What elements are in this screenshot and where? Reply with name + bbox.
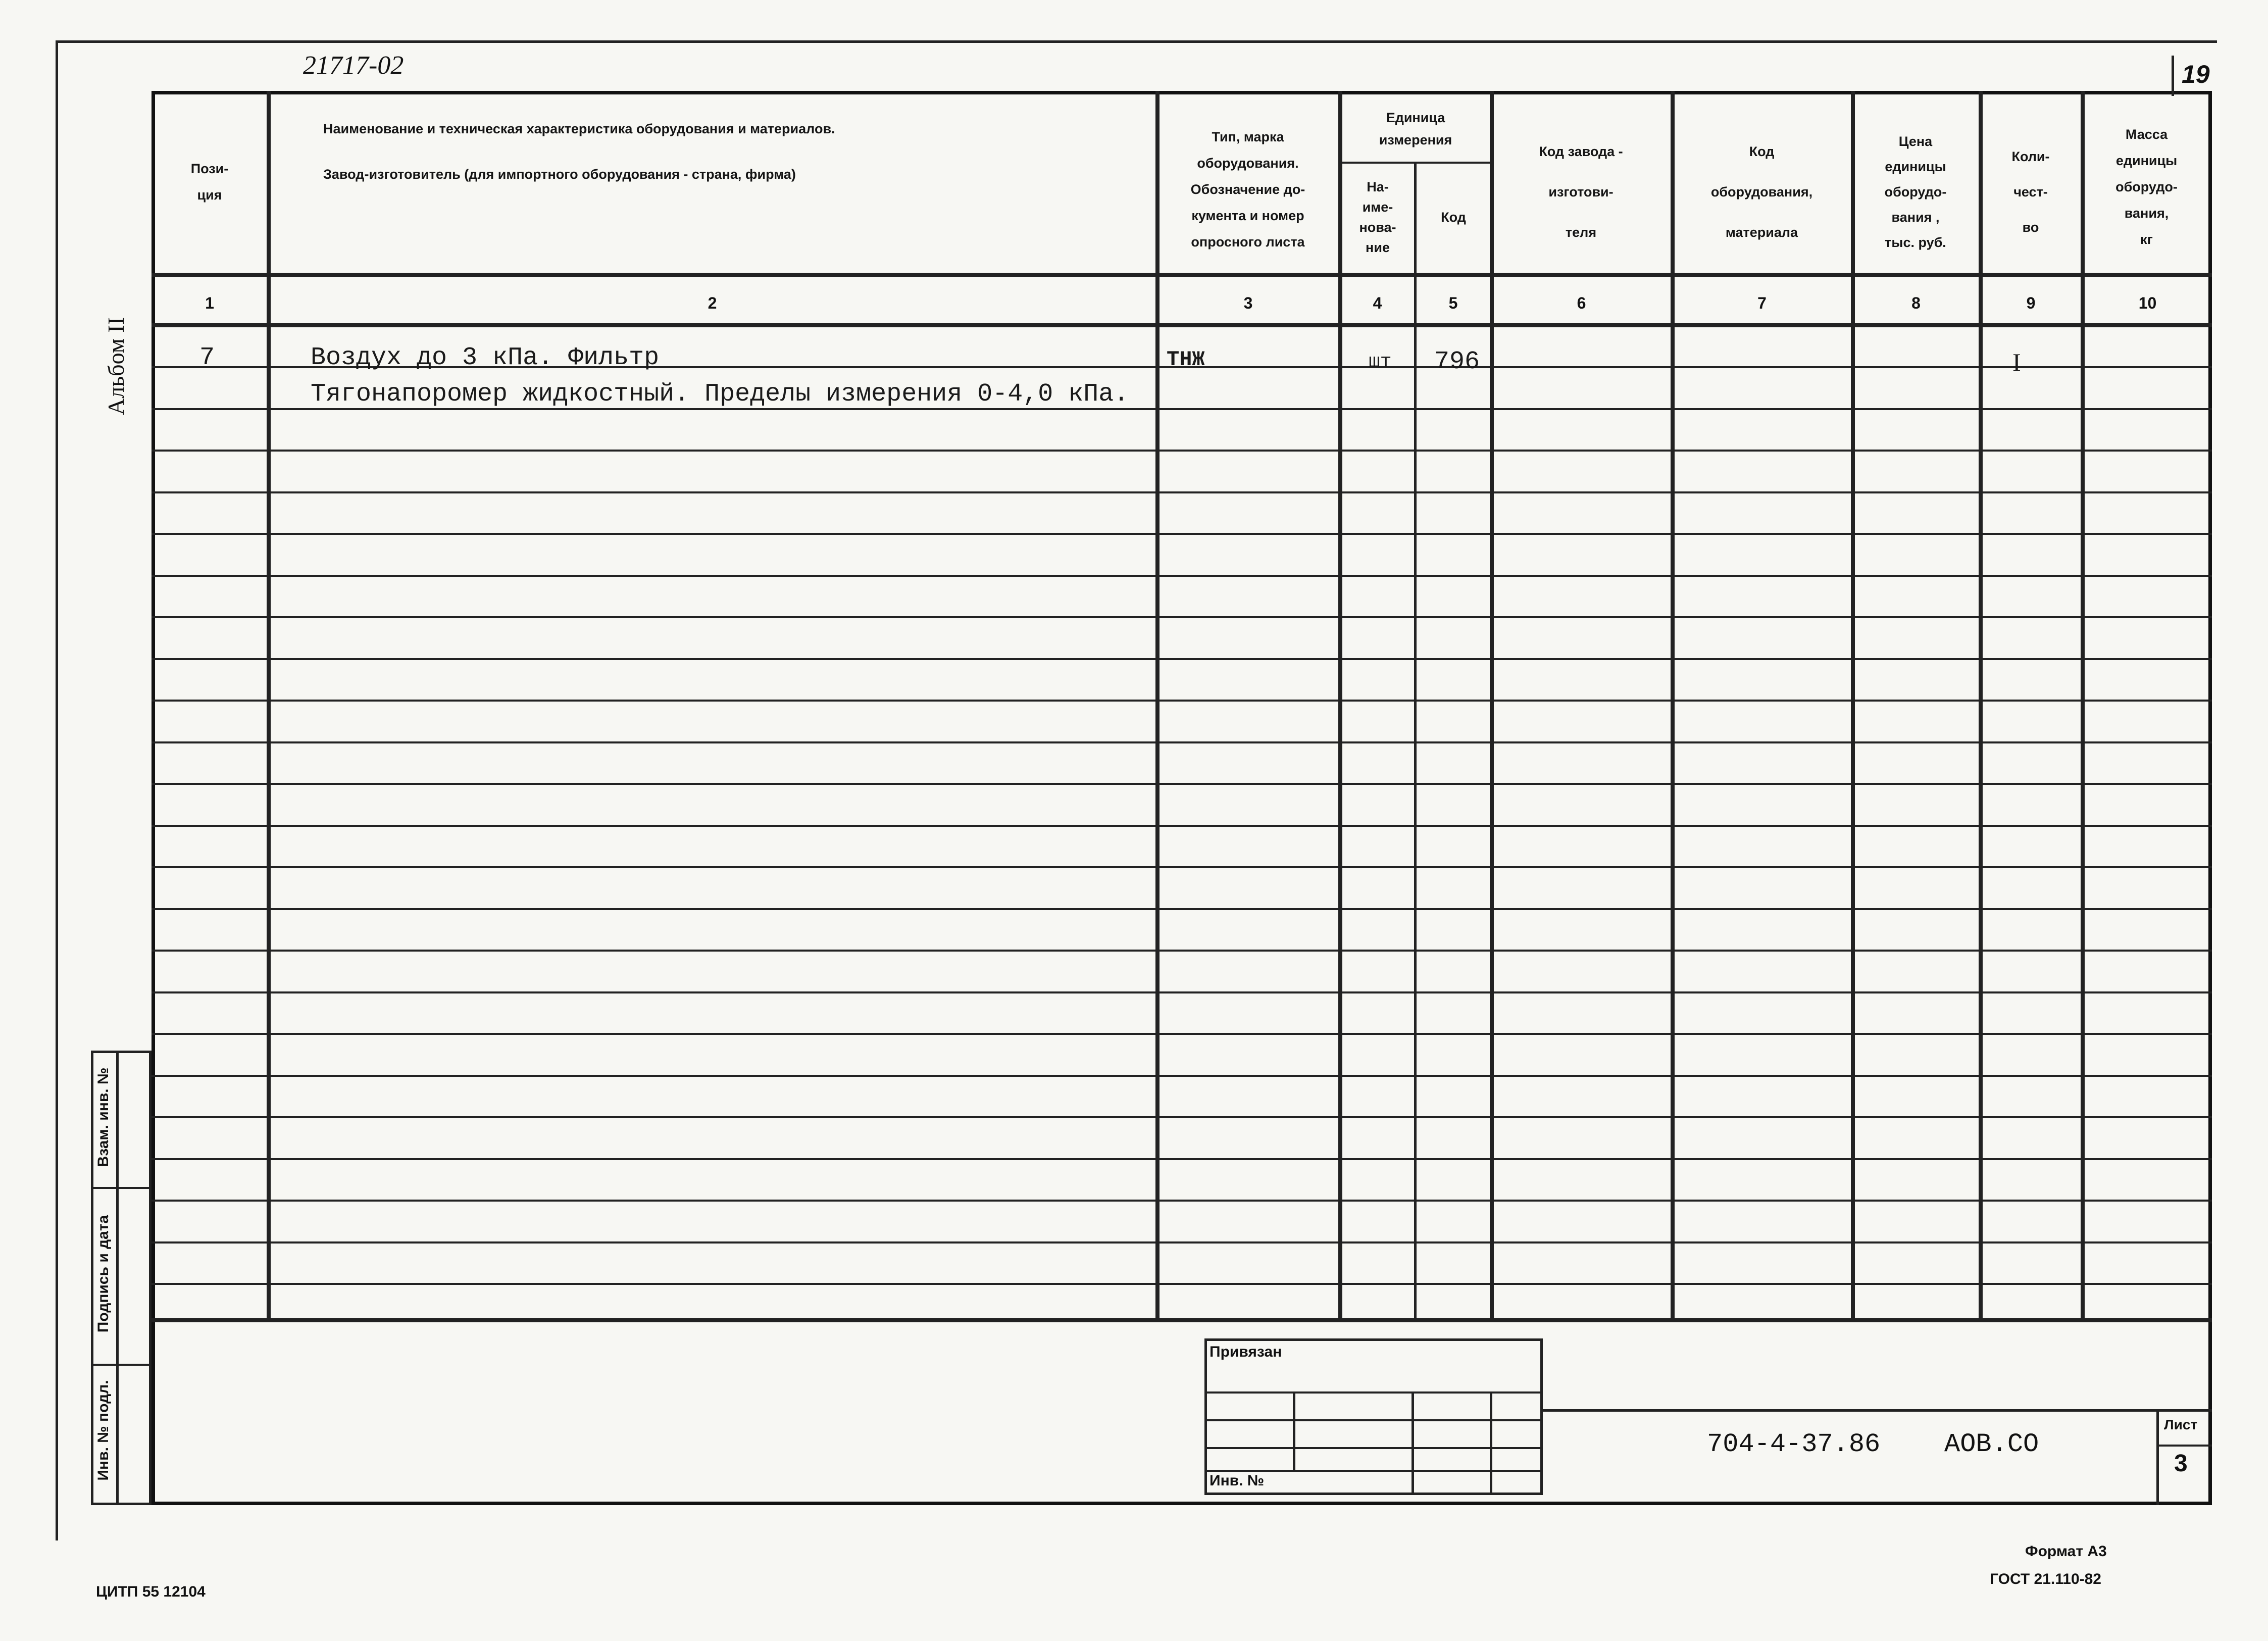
header-qty: Коли- чест- во	[2011, 149, 2050, 235]
attached-vline-2	[1412, 1391, 1414, 1495]
header-type: Тип, марка оборудования. Обозначение до- кумента и номер опросного листа	[1190, 129, 1305, 250]
colnum-7: 7	[1757, 294, 1767, 312]
attached-label: Привязан	[1209, 1344, 1282, 1360]
table-row-line	[152, 575, 2212, 577]
row-type: ТНЖ	[1167, 347, 1205, 372]
table-row-line	[152, 491, 2212, 493]
table-row-line	[152, 783, 2212, 785]
col-line-6	[1671, 91, 1675, 1318]
table-row-line	[152, 700, 2212, 702]
colnum-3: 3	[1243, 294, 1253, 312]
designation: 704-4-37.86	[1707, 1429, 1881, 1459]
table-row-line	[152, 616, 2212, 618]
table-row-line	[152, 1116, 2212, 1118]
row-name-line1: Воздух до 3 кПа. Фильтр	[311, 343, 660, 372]
code: АОВ.СО	[1944, 1429, 2039, 1459]
inv-label: Инв. №	[1209, 1472, 1265, 1489]
table-row-line	[152, 741, 2212, 743]
sheet-label: Лист	[2164, 1417, 2198, 1432]
row-unit-code: 796	[1434, 347, 1480, 376]
header-position: Пози- ция	[190, 161, 229, 203]
header-plant-code: Код завода - изготови- теля	[1539, 144, 1623, 240]
header-bottom-line	[152, 273, 2212, 277]
col-line-3	[1338, 91, 1342, 1318]
table-row-line	[152, 658, 2212, 660]
format-label: Формат А3	[2025, 1543, 2107, 1560]
colnum-4: 4	[1373, 294, 1382, 312]
col-line-5	[1490, 91, 1494, 1318]
row-qty: I	[2012, 348, 2021, 376]
colnum-6: 6	[1577, 294, 1586, 312]
sheet-box-line	[2156, 1445, 2212, 1447]
col-line-8	[1979, 91, 1983, 1318]
table-row-line	[152, 1283, 2212, 1285]
album-label: Альбом II	[103, 317, 129, 415]
side-stamp-inv-replace: Взам. инв. №	[95, 1067, 112, 1167]
col-line-1	[267, 91, 271, 1318]
header-name: Наименование и техническая характеристика оборудования и материалов. Завод-изготовитель (для импортного оборудования - страна, фирма)	[323, 121, 835, 182]
sheet-number-top: 19	[2182, 60, 2210, 88]
header-unit-name: На- име- нова- ние	[1359, 179, 1396, 255]
table-row-line	[152, 1033, 2212, 1035]
col-line-9	[2081, 91, 2085, 1318]
colnum-10: 10	[2138, 294, 2157, 312]
header-unit-code: Код	[1441, 210, 1466, 225]
gost-label: ГОСТ 21.110-82	[1990, 1571, 2101, 1587]
col-line-2	[1155, 91, 1160, 1318]
row-name-line2: Тягонапоромер жидкостный. Пределы измерения 0-4,0 кПа.	[311, 380, 1129, 409]
attached-vline-3	[1490, 1391, 1492, 1495]
table-row-line	[152, 1241, 2212, 1244]
col-line-4	[1414, 162, 1417, 1318]
side-stamp-divider	[116, 1051, 119, 1505]
side-stamp-inv-orig: Инв. № подл.	[95, 1380, 112, 1481]
colnum-bottom-line	[152, 323, 2212, 327]
col-line-7	[1851, 91, 1855, 1318]
sheet-value: 3	[2174, 1450, 2188, 1477]
table-bottom-line	[152, 1318, 2212, 1322]
colnum-2: 2	[708, 294, 717, 312]
colnum-8: 8	[1911, 294, 1921, 312]
header-mass: Масса единицы оборудо- вания, кг	[2115, 127, 2178, 247]
table-row-line	[152, 533, 2212, 535]
side-stamp-signature: Подпись и дата	[95, 1215, 112, 1333]
colnum-5: 5	[1448, 294, 1458, 312]
row-unit-name: шт	[1369, 351, 1392, 373]
header-unit-group: Единица измерения	[1379, 110, 1452, 147]
table-row-line	[152, 908, 2212, 910]
title-block-line	[1543, 1409, 2212, 1412]
attached-vline-1	[1293, 1391, 1295, 1470]
table-row-line	[152, 450, 2212, 452]
doc-number: 21717-02	[303, 51, 404, 80]
table-row-line	[152, 950, 2212, 952]
table-row-line	[152, 1200, 2212, 1202]
table-row-line	[152, 991, 2212, 993]
table-row-line	[152, 1075, 2212, 1077]
table-row-line	[152, 825, 2212, 827]
colnum-9: 9	[2026, 294, 2036, 312]
colnum-1: 1	[205, 294, 214, 312]
printer-label: ЦИТП 55 12104	[96, 1583, 206, 1600]
header-price: Цена единицы оборудо- вания , тыс. руб.	[1884, 134, 1947, 250]
row-position: 7	[199, 343, 215, 372]
table-row-line	[152, 1158, 2212, 1160]
header-equip-code: Код оборудования, материала	[1710, 144, 1813, 240]
table-row-line	[152, 866, 2212, 868]
